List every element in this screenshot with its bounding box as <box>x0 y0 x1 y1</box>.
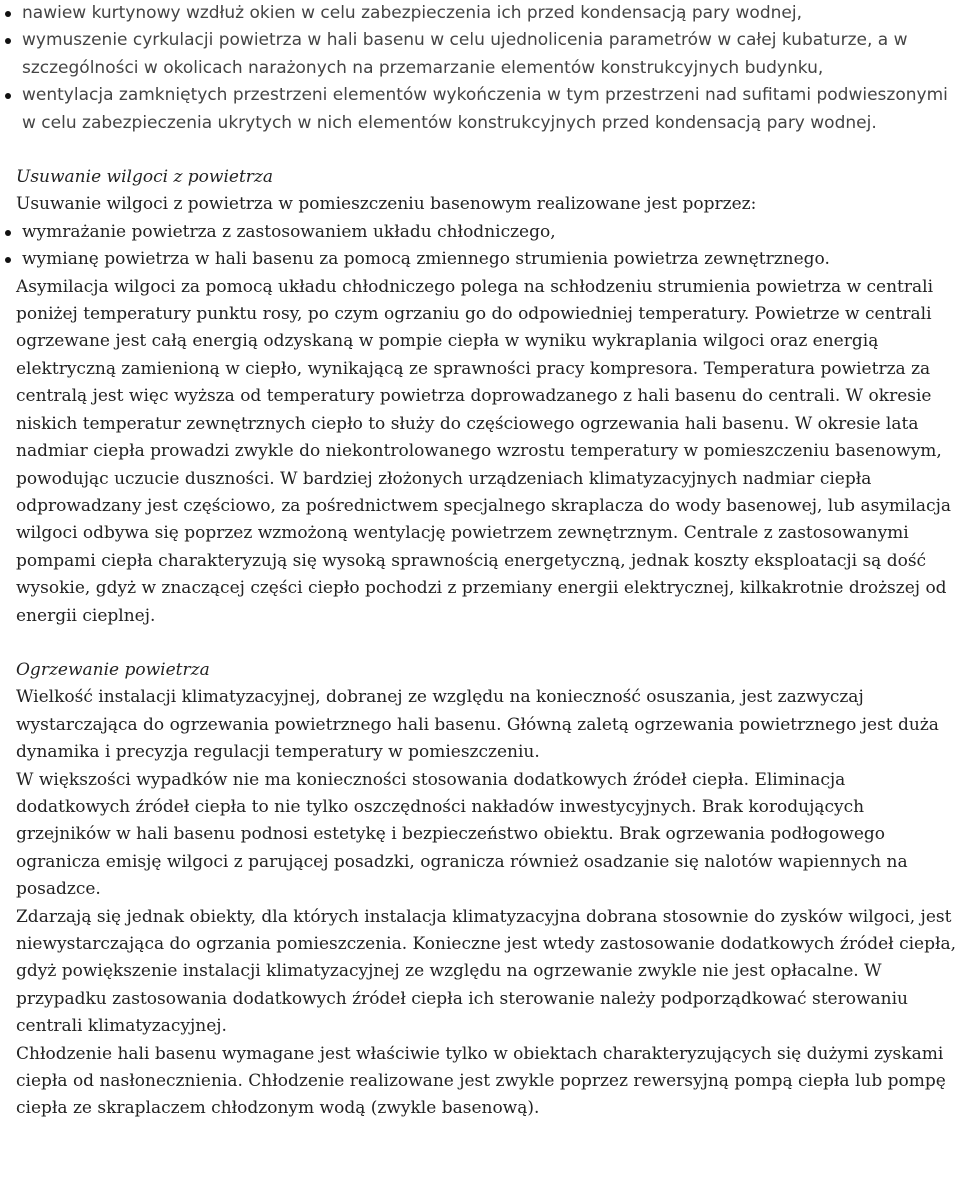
list-item: wentylacja zamkniętych przestrzeni elementów wykończenia w tym przestrzeni nad sufitami podwieszonymi w celu zabezpieczenia ukrytych w nich elementów konstrukcyjnych przed kondensacją pary wodnej. <box>16 82 960 137</box>
body-paragraph: Zdarzają się jednak obiekty, dla których instalacja klimatyzacyjna dobrana stosownie do zysków wilgoci, jest niewystarczająca do ogrzania pomieszczenia. Konieczne jest wtedy zastosowanie dodatkowych źródeł ciepła, gdyż powiększenie instalacji klimatyzacyjnej ze względu na ogrzewanie zwykle nie jest opłacalne. W przypadku zastosowania dodatkowych źródeł ciepła ich sterowanie należy podporządkować sterowaniu centrali klimatyzacyjnej. <box>16 906 957 1037</box>
list-item: nawiew kurtynowy wzdłuż okien w celu zabezpieczenia ich przed kondensacją pary wodnej, <box>16 0 960 27</box>
top-bullet-list <box>16 0 960 137</box>
body-paragraph: Wielkość instalacji klimatyzacyjnej, dobranej ze względu na konieczność osuszania, jest zazwyczaj wystarczająca do ogrzewania powietrznego hali basenu. Główną zaletą ogrzewania powietrznego jest duża dynamika i precyzja regulacji temperatury w pomieszczeniu. <box>16 687 939 763</box>
section-heading-dehumidification: Usuwanie wilgoci z powietrza <box>16 167 274 188</box>
body-paragraph: Asymilacja wilgoci za pomocą układu chłodniczego polega na schłodzeniu strumienia powietrza w centrali poniżej temperatury punktu rosy, po czym ogrzaniu go do odpowiedniej temperatury. Powietrze w centrali ogrzewane jest całą energią odzyskaną w pompie ciepła w wyniku wykraplania wilgoci oraz energią elektryczną zamienioną w ciepło, wynikającą ze sprawności pracy kompresora. Temperatura powietrza za centralą jest więc wyższa od temperatury powietrza doprowadzanego z hali basenu do centrali. W okresie niskich temperatur zewnętrznych ciepło to służy do częściowego ogrzewania hali basenu. W okresie lata nadmiar ciepła prowadzi zwykle do niekontrolowanego wzrostu temperatury w pomieszczeniu basenowym, powodując uczucie duszności. W bardziej złożonych urządzeniach klimatyzacyjnych nadmiar ciepła odprowadzany jest częściowo, za pośrednictwem specjalnego skraplacza do wody basenowej, lub asymilacja wilgoci odbywa się poprzez wzmożoną wentylację powietrzem zewnętrznym. Centrale z zastosowanymi pompami ciepła charakteryzują się wysoką sprawnością energetyczną, jednak koszty eksploatacji są dość wysokie, gdyż w znaczącej części ciepło pochodzi z przemiany energii elektrycznej, kilkakrotnie droższej od energii cieplnej. <box>16 276 951 626</box>
list-item: wymrażanie powietrza z zastosowaniem układu chłodniczego, <box>16 219 960 246</box>
body-paragraph: W większości wypadków nie ma konieczności stosowania dodatkowych źródeł ciepła. Eliminacja dodatkowych źródeł ciepła to nie tylko oszczędności nakładów inwestycyjnych. Brak korodujących grzejników w hali basenu podnosi estetykę i bezpieczeństwo obiektu. Brak ogrzewania podłogowego ogranicza emisję wilgoci z parującej posadzki, ogranicza również osadzanie się nalotów wapiennych na posadzce. <box>16 769 908 900</box>
section-intro: Usuwanie wilgoci z powietrza w pomieszczeniu basenowym realizowane jest poprzez: <box>16 194 757 215</box>
body-paragraph: Chłodzenie hali basenu wymagane jest właściwie tylko w obiektach charakteryzujących się dużymi zyskami ciepła od nasłonecznienia. Chłodzenie realizowane jest zwykle poprzez rewersyjną pompą ciepła lub pompę ciepła ze skraplaczem chłodzonym wodą (zwykle basenową). <box>16 1043 946 1119</box>
dehumidification-method-list <box>16 219 960 274</box>
list-item: wymianę powietrza w hali basenu za pomocą zmiennego strumienia powietrza zewnętrznego. <box>16 246 960 273</box>
list-item: wymuszenie cyrkulacji powietrza w hali basenu w celu ujednolicenia parametrów w całej kubaturze, a w szczególności w okolicach narażonych na przemarzanie elementów konstrukcyjnych budynku, <box>16 27 960 82</box>
section-heading-heating: Ogrzewanie powietrza <box>16 659 210 680</box>
